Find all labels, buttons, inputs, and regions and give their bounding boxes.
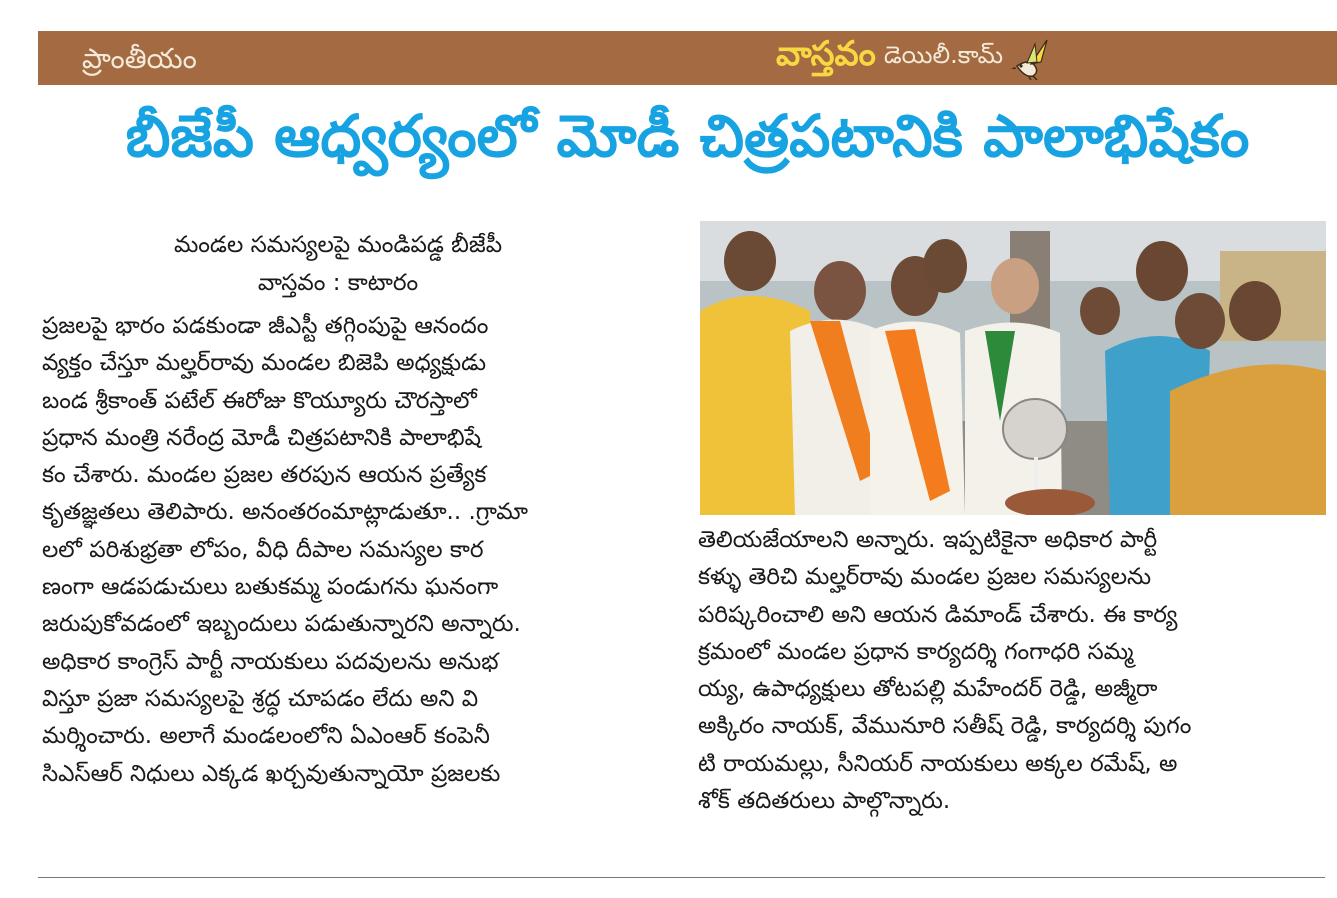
body-line: ప్రజలపై భారం పడకుండా జీఎస్టీ తగ్గింపుపై ఆనందం (42, 313, 489, 339)
body-line: విస్తూ ప్రజా సమస్యలపై శ్రద్ధ చూపడం లేదు అని వి (42, 685, 479, 712)
body-line: ప్రధాన మంత్రి నరేంద్ర మోడీ చిత్రపటానికి పాలాభిషే (42, 424, 482, 451)
article-subhead: మండల సమస్యలపై మండిపడ్డ బీజేపీ (173, 232, 503, 258)
body-line: య్య, ఉపాధ్యక్షులు తోటపల్లి మహేందర్ రెడ్డి, అజ్మీరా (698, 676, 1158, 703)
body-line: కం చేశారు. మండల ప్రజల తరపున ఆయన ప్రత్యేక (42, 462, 487, 489)
section-banner (38, 31, 1337, 85)
body-line: ణంగా ఆడపడుచులు బతుకమ్మ పండుగను ఘనంగా (42, 574, 499, 601)
body-line: క్రమంలో మండల ప్రధాన కార్యదర్శి గంగాధరి సమ్మ (698, 638, 1134, 665)
body-line: టి రాయమల్లు, సీనియర్ నాయకులు అక్కల రమేష్, అ (698, 750, 1178, 777)
body-line: లలో పరిశుభ్రతా లోపం, వీధి దీపాల సమస్యల కార (42, 536, 484, 563)
article-body-left (42, 308, 662, 793)
body-line: పరిష్కరించాలి అని ఆయన డిమాండ్ చేశారు. ఈ కార్య (698, 601, 1178, 628)
body-line: కృతజ్ఞతలు తెలిపారు. అనంతరంమాట్లాడుతూ.. .గ్రామా (42, 499, 528, 526)
body-line: అక్కిరం నాయక్, వేమునూరి సతీష్ రెడ్డి, కార్యదర్శి పుగం (698, 713, 1192, 740)
body-line: జరుపుకోవడంలో ఇబ్బందులు పడుతున్నారని అన్నారు. (42, 611, 521, 638)
body-line: అధికార కాంగ్రెస్ పార్టీ నాయకులు పదవులను అనుభ (42, 648, 499, 675)
article-body-right (698, 522, 1316, 820)
body-line: బండ శ్రీకాంత్ పటేల్ ఈరోజు కొయ్యూరు చౌరస్తాలో (42, 387, 477, 414)
body-line: సిఎస్ఆర్ నిధులు ఎక్కడ ఖర్చవుతున్నాయో ప్రజలకు (42, 760, 501, 787)
body-line: తెలియజేయాలని అన్నారు. ఇప్పటికైనా అధికార పార్టీ (698, 527, 1158, 553)
bird-icon (1011, 36, 1055, 80)
section-label: ప్రాంతీయం (82, 42, 197, 75)
article-headline: బీజేపీ ఆధ్వర్యంలో మోడీ చిత్రపటానికి పాలాభిషేకం (125, 102, 1250, 170)
body-line: మర్శించారు. అలాగే మండలంలోని ఏఎంఆర్ కంపెనీ (42, 723, 490, 750)
publication-logo (776, 33, 1055, 83)
body-line: శోక్ తదితరులు పాల్గొన్నారు. (698, 788, 951, 815)
article-byline: వాస్తవం : కాటారం (257, 270, 419, 296)
brand-name: వాస్తవం (776, 34, 876, 74)
body-line: కళ్ళు తెరిచి మల్హర్‌రావు మండల ప్రజల సమస్యలను (698, 564, 1152, 591)
body-line: వ్యక్తం చేస్తూ మల్హర్‌రావు మండల బిజెపి అధ్యక్షుడు (42, 350, 487, 377)
brand-site: డెయిలీ.కామ్ (883, 41, 1004, 69)
news-photo (700, 221, 1326, 515)
bottom-divider (38, 877, 1325, 878)
